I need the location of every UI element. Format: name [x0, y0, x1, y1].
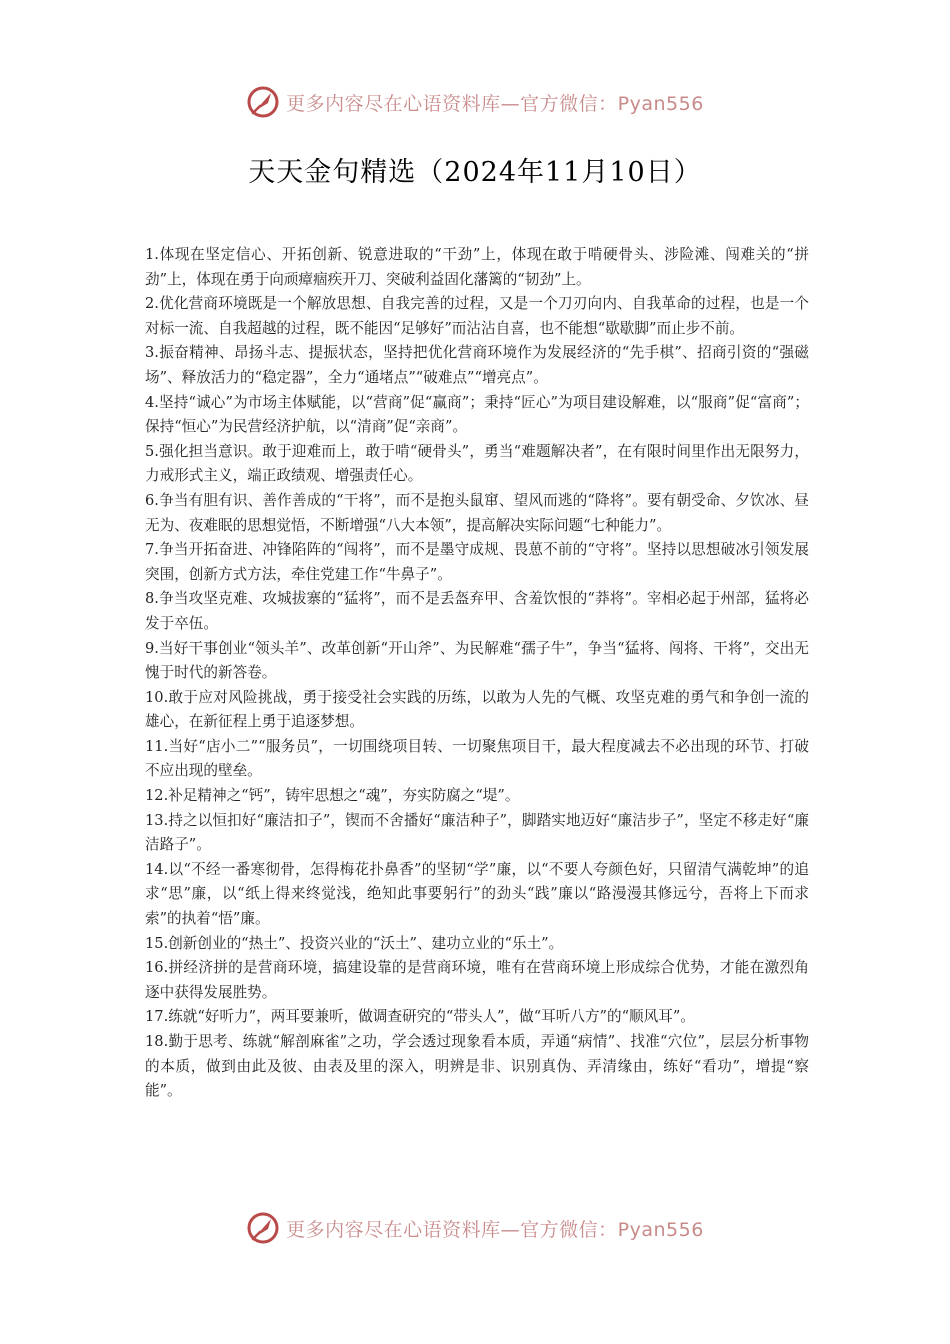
quote-item-12: 12.补足精神之“钙”，铸牢思想之“魂”，夯实防腐之“堤”。: [145, 787, 520, 805]
quote-item-10: 10.敢于应对风险挑战，勇于接受社会实践的历练，以敢为人先的气概、攻坚克难的勇气和争创一流的雄心，在新征程上勇于追逐梦想。: [145, 688, 809, 731]
quote-item-17: 17.练就“好听力”，两耳要兼听，做调查研究的“带头人”，做“耳听八方”的“顺风耳”。: [145, 1008, 695, 1026]
quote-item-11: 11.当好“店小二”“服务员”，一切围绕项目转、一切聚焦项目干，最大程度减去不必出现的环节、打破不应出现的壁垒。: [145, 737, 809, 780]
footer-banner-text: 更多内容尽在心语资料库—官方微信：Pyan556: [286, 1218, 704, 1241]
header-banner: [0, 82, 950, 122]
quote-item-18: 18.勤于思考、练就“解剖麻雀”之功，学会透过现象看本质，弄通“病情”、找准“穴位”，层层分析事物的本质，做到由此及彼、由表及里的深入，明辨是非、识别真伪、弄清缘由，练好“看功”，增提“察能”。: [145, 1033, 809, 1100]
quote-item-16: 16.拼经济拼的是营商环境，搞建设靠的是营商环境，唯有在营商环境上形成综合优势，才能在激烈角逐中获得发展胜势。: [145, 959, 809, 1001]
quote-item-1: 1.体现在坚定信心、开拓创新、锐意进取的“干劲”上，体现在敢于啃硬骨头、涉险滩、闯难关的“拼劲”上，体现在勇于向顽瘴痼疾开刀、突破利益固化藩篱的“韧劲”上。: [145, 246, 809, 288]
header-banner-text: 更多内容尽在心语资料库—官方微信：Pyan556: [286, 92, 704, 115]
quote-item-3: 3.振奋精神、昂扬斗志、提振状态，坚持把优化营商环境作为发展经济的“先手棋”、招商引资的“强磁场”、释放活力的“稳定器”，全力“通堵点”“破难点”“增亮点”。: [145, 344, 809, 386]
quill-pen-icon: [246, 85, 280, 119]
quote-list: [145, 243, 809, 1104]
page-title: 天天金句精选（2024年11月10日）: [248, 157, 702, 188]
quote-item-13: 13.持之以恒扣好“廉洁扣子”，锲而不舍播好“廉洁种子”，脚踏实地迈好“廉洁步子”，坚定不移走好“廉洁路子”。: [145, 811, 809, 854]
footer-banner: [0, 1208, 950, 1248]
quote-item-15: 15.创新创业的“热土”、投资兴业的“沃土”、建功立业的“乐土”。: [145, 934, 564, 952]
quill-pen-icon: [246, 1211, 280, 1245]
quote-item-4: 4.坚持“诚心”为市场主体赋能，以“营商”促“赢商”；秉持“匠心”为项目建设解难，以“服商”促“富商”；保持“恒心”为民营经济护航，以“清商”促“亲商”。: [145, 393, 809, 436]
quote-item-6: 6.争当有胆有识、善作善成的“干将”，而不是抱头鼠窜、望风而逃的“降将”。要有朝受命、夕饮冰、昼无为、夜难眠的思想觉悟，不断增强“八大本领”，提高解决实际问题“七种能力”。: [145, 491, 809, 534]
quote-item-5: 5.强化担当意识。敢于迎难而上，敢于啃“硬骨头”，勇当“难题解决者”，在有限时间里作出无限努力，力戒形式主义，端正政绩观、增强责任心。: [145, 442, 809, 485]
quote-item-2: 2.优化营商环境既是一个解放思想、自我完善的过程，又是一个刀刃向内、自我革命的过程，也是一个对标一流、自我超越的过程，既不能因“足够好”而沾沾自喜，也不能想“歇歇脚”而止步不前。: [145, 295, 809, 337]
quote-item-9: 9.当好干事创业“领头羊”、改革创新“开山斧”、为民解难“孺子牛”，争当“猛将、闯将、干将”，交出无愧于时代的新答卷。: [145, 639, 809, 682]
quote-item-8: 8.争当攻坚克难、攻城拔寨的“猛将”，而不是丢盔弃甲、含羞饮恨的“莽将”。宰相必起于州部，猛将必发于卒伍。: [145, 590, 809, 632]
quote-item-14: 14.以“不经一番寒彻骨，怎得梅花扑鼻香”的坚韧“学”廉，以“不要人夸颜色好，只留清气满乾坤”的追求“思”廉，以“纸上得来终觉浅，绝知此事要躬行”的劲头“践”廉以“路漫漫其修远兮，吾将上下而求索”的执着“悟”廉。: [145, 860, 809, 928]
quote-item-7: 7.争当开拓奋进、冲锋陷阵的“闯将”，而不是墨守成规、畏葸不前的“守将”。坚持以思想破冰引领发展突围，创新方式方法，牵住党建工作“牛鼻子”。: [145, 541, 809, 583]
